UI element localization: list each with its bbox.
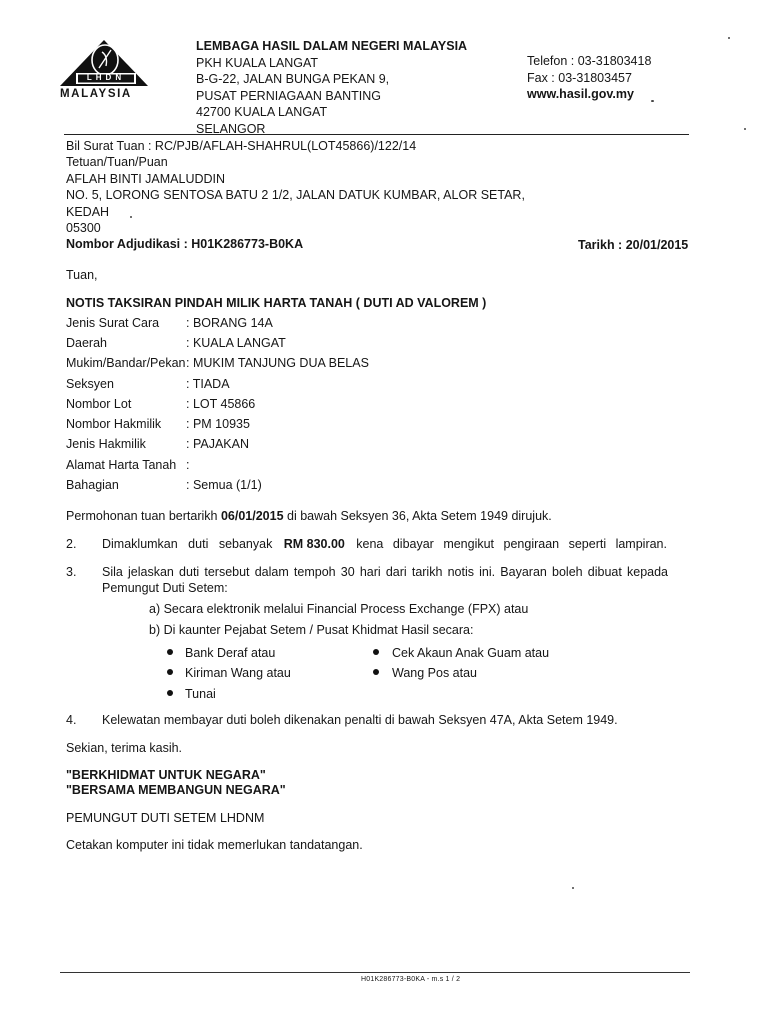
field-value: : MUKIM TANJUNG DUA BELAS	[186, 356, 369, 370]
fax-text: Fax : 03-31803457	[527, 70, 632, 85]
payment-method: Kiriman Wang atau	[185, 666, 291, 680]
bullet-icon	[167, 690, 173, 696]
contact-block	[527, 53, 651, 103]
field-label: Mukim/Bandar/Pekan	[66, 356, 186, 370]
org-branch: PKH KUALA LANGAT	[196, 55, 319, 70]
scan-speck	[744, 128, 746, 130]
paragraph-4-number: 4.	[66, 713, 77, 727]
computer-print-disclaimer: Cetakan komputer ini tidak memerlukan tandatangan.	[66, 838, 363, 852]
paragraph-3-number: 3.	[66, 565, 77, 579]
field-label: Alamat Harta Tanah	[66, 458, 177, 472]
scan-speck	[651, 100, 654, 102]
field-value: :	[186, 458, 190, 472]
bil-surat-tuan: Bil Surat Tuan : RC/PJB/AFLAH-SHAHRUL(LOT45866)/122/14	[66, 139, 417, 153]
para1-text: di bawah Seksyen 36, Akta Setem 1949 dirujuk.	[283, 509, 552, 523]
greeting: Tuan,	[66, 268, 98, 282]
logo-lhdn-text: LHDN	[86, 73, 126, 82]
duty-amount: RM 830.00	[283, 537, 345, 551]
field-value: : BORANG 14A	[186, 316, 273, 330]
para2-text: Dimaklumkan duti sebanyak	[102, 537, 273, 551]
scan-speck	[728, 37, 730, 39]
scan-speck	[130, 216, 132, 218]
paragraph-duty-amount	[102, 537, 667, 551]
field-value: : LOT 45866	[186, 397, 256, 411]
recipient-address-line: KEDAH	[66, 204, 110, 219]
field-label: Nombor Lot	[66, 397, 132, 411]
letter-date: Tarikh : 20/01/2015	[578, 238, 689, 252]
field-value: : KUALA LANGAT	[186, 336, 286, 350]
signatory: PEMUNGUT DUTI SETEM LHDNM	[66, 811, 265, 825]
lhdn-logo	[58, 38, 168, 104]
payment-instruction-cont: Pemungut Duti Setem:	[102, 581, 228, 595]
footer-page-reference: H01K286773-B0KA - m.s 1 / 2	[361, 976, 461, 983]
application-date: 06/01/2015	[220, 509, 284, 523]
bullet-icon	[167, 669, 173, 675]
organisation-address	[196, 38, 467, 138]
field-label: Seksyen	[66, 377, 114, 391]
bullet-icon	[167, 649, 173, 655]
recipient-postcode: 05300	[66, 221, 101, 236]
org-address-line: 42700 KUALA LANGAT	[196, 105, 328, 120]
payment-method: Bank Deraf atau	[185, 646, 276, 660]
field-label: Bahagian	[66, 478, 119, 492]
field-label: Jenis Surat Cara	[66, 316, 160, 330]
header-divider	[64, 134, 689, 135]
website-text: www.hasil.gov.my	[527, 87, 634, 102]
payment-method: Tunai	[185, 687, 216, 701]
bullet-icon	[373, 649, 379, 655]
payment-method: Wang Pos atau	[392, 666, 478, 680]
field-value: : PM 10935	[186, 417, 250, 431]
org-address-line: B-G-22, JALAN BUNGA PEKAN 9,	[196, 72, 390, 87]
salutation-line: Tetuan/Tuan/Puan	[66, 155, 168, 170]
payment-option-fpx: a) Secara elektronik melalui Financial Process Exchange (FPX) atau	[149, 602, 529, 616]
field-label: Nombor Hakmilik	[66, 417, 162, 431]
field-label: Daerah	[66, 336, 107, 350]
footer-divider	[60, 972, 690, 973]
payment-instruction: Sila jelaskan duti tersebut dalam tempoh 30 hari dari tarikh notis ini. Bayaran boleh dibuat kepada	[102, 565, 668, 579]
field-value: : TIADA	[186, 377, 230, 391]
notice-title: NOTIS TAKSIRAN PINDAH MILIK HARTA TANAH ( DUTI AD VALOREM )	[66, 296, 487, 310]
motto-line: "BERSAMA MEMBANGUN NEGARA"	[66, 783, 286, 797]
motto-line: "BERKHIDMAT UNTUK NEGARA"	[66, 768, 266, 782]
adjudikasi-number: Nombor Adjudikasi : H01K286773-B0KA	[66, 237, 304, 251]
paragraph-2-number: 2.	[66, 537, 77, 551]
para2-text: kena dibayar mengikut pengiraan seperti lampiran.	[356, 537, 667, 551]
org-address-line: PUSAT PERNIAGAAN BANTING	[196, 88, 381, 103]
org-address-line: SELANGOR	[196, 121, 266, 136]
org-name: LEMBAGA HASIL DALAM NEGERI MALAYSIA	[196, 39, 468, 53]
field-value: : Semua (1/1)	[186, 478, 262, 492]
payment-method: Cek Akaun Anak Guam atau	[392, 646, 550, 660]
paragraph-application	[66, 509, 552, 523]
logo-malaysia-text: MALAYSIA	[60, 88, 132, 100]
para1-text: Permohonan tuan bertarikh	[66, 509, 221, 523]
field-value: : PAJAKAN	[186, 437, 249, 451]
recipient-name: AFLAH BINTI JAMALUDDIN	[66, 171, 226, 186]
closing-text: Sekian, terima kasih.	[66, 741, 183, 755]
recipient-block	[66, 138, 525, 236]
field-label: Jenis Hakmilik	[66, 437, 146, 451]
telefon-text: Telefon : 03-31803418	[527, 54, 652, 68]
bullet-icon	[373, 669, 379, 675]
payment-option-counter: b) Di kaunter Pejabat Setem / Pusat Khidmat Hasil secara:	[149, 623, 474, 637]
scan-speck	[572, 887, 574, 889]
penalty-notice: Kelewatan membayar duti boleh dikenakan penalti di bawah Seksyen 47A, Akta Setem 1949.	[102, 713, 618, 727]
recipient-address-line: NO. 5, LORONG SENTOSA BATU 2 1/2, JALAN DATUK KUMBAR, ALOR SETAR,	[66, 188, 525, 203]
